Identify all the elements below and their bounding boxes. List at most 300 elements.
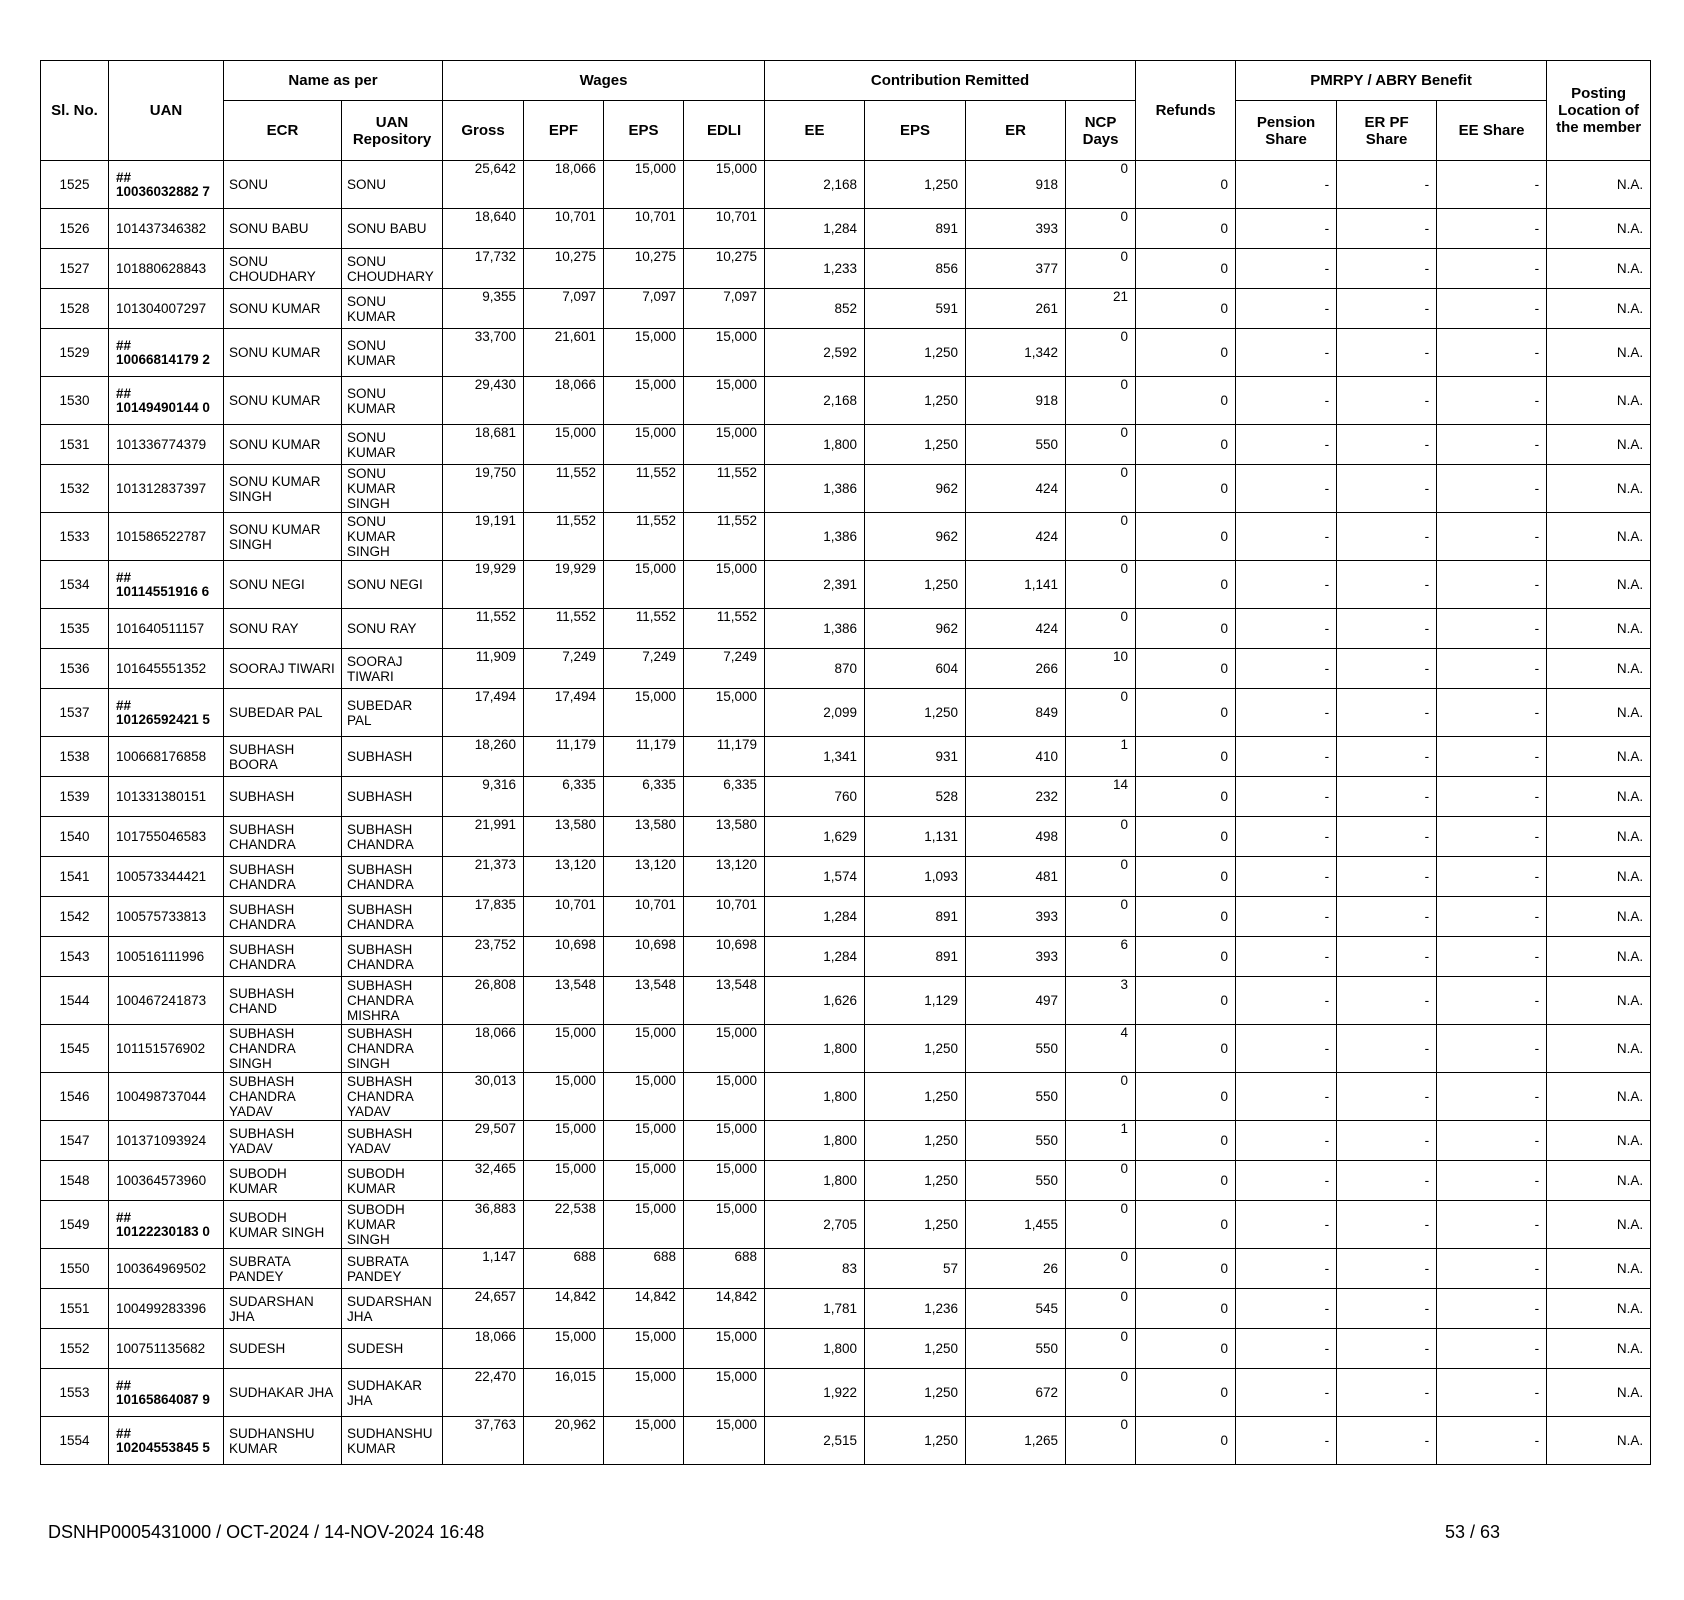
cell-epf: 21,601 [524, 329, 604, 377]
cell-contribution-eps: 1,250 [865, 1417, 966, 1465]
cell-edli: 11,179 [684, 737, 765, 777]
cell-edli: 13,580 [684, 817, 765, 857]
cell-eps: 15,000 [604, 1121, 684, 1161]
cell-gross: 18,681 [443, 425, 524, 465]
cell-uan-repository-name: SUBHASH [342, 737, 443, 777]
cell-sl-no: 1544 [41, 977, 109, 1025]
header-contribution-eps: EPS [865, 101, 966, 161]
cell-pension-share: - [1236, 465, 1337, 513]
cell-contribution-eps: 1,250 [865, 1025, 966, 1073]
cell-sl-no: 1550 [41, 1249, 109, 1289]
cell-ncp-days: 0 [1066, 1369, 1136, 1417]
cell-uan: 101304007297 [109, 289, 224, 329]
cell-gross: 32,465 [443, 1161, 524, 1201]
cell-pension-share: - [1236, 161, 1337, 209]
cell-gross: 29,507 [443, 1121, 524, 1161]
cell-refunds: 0 [1136, 1249, 1236, 1289]
cell-er: 1,455 [966, 1201, 1066, 1249]
cell-er: 550 [966, 425, 1066, 465]
cell-sl-no: 1545 [41, 1025, 109, 1073]
cell-uan: 101336774379 [109, 425, 224, 465]
cell-contribution-eps: 604 [865, 649, 966, 689]
cell-uan-repository-name: SUBHASH CHANDRA [342, 857, 443, 897]
cell-eps: 15,000 [604, 377, 684, 425]
cell-posting-location: N.A. [1547, 857, 1651, 897]
cell-er-pf-share: - [1337, 977, 1437, 1025]
cell-pension-share: - [1236, 857, 1337, 897]
cell-gross: 19,750 [443, 465, 524, 513]
cell-refunds: 0 [1136, 1289, 1236, 1329]
cell-pension-share: - [1236, 1161, 1337, 1201]
cell-ecr-name: SUBHASH CHANDRA YADAV [224, 1073, 342, 1121]
cell-uan: ## 10204553845 5 [109, 1417, 224, 1465]
cell-edli: 15,000 [684, 1201, 765, 1249]
cell-gross: 33,700 [443, 329, 524, 377]
table-row [41, 425, 1651, 465]
cell-contribution-eps: 1,250 [865, 1369, 966, 1417]
cell-sl-no: 1525 [41, 161, 109, 209]
cell-er-pf-share: - [1337, 329, 1437, 377]
cell-refunds: 0 [1136, 465, 1236, 513]
cell-er: 498 [966, 817, 1066, 857]
cell-epf: 15,000 [524, 1121, 604, 1161]
cell-posting-location: N.A. [1547, 977, 1651, 1025]
cell-uan: ## 10122230183 0 [109, 1201, 224, 1249]
cell-contribution-eps: 891 [865, 209, 966, 249]
cell-ee: 1,284 [765, 897, 865, 937]
cell-gross: 23,752 [443, 937, 524, 977]
cell-er: 393 [966, 897, 1066, 937]
cell-ee: 852 [765, 289, 865, 329]
cell-contribution-eps: 962 [865, 465, 966, 513]
cell-eps: 15,000 [604, 689, 684, 737]
table-row [41, 609, 1651, 649]
cell-gross: 21,991 [443, 817, 524, 857]
cell-ncp-days: 0 [1066, 465, 1136, 513]
cell-refunds: 0 [1136, 513, 1236, 561]
header-name-as-per: Name as per [224, 61, 443, 101]
cell-ncp-days: 0 [1066, 1417, 1136, 1465]
cell-ncp-days: 0 [1066, 609, 1136, 649]
cell-ecr-name: SUBRATA PANDEY [224, 1249, 342, 1289]
cell-pension-share: - [1236, 609, 1337, 649]
cell-refunds: 0 [1136, 609, 1236, 649]
cell-gross: 19,929 [443, 561, 524, 609]
cell-er: 672 [966, 1369, 1066, 1417]
cell-er-pf-share: - [1337, 289, 1437, 329]
cell-eps: 15,000 [604, 329, 684, 377]
cell-edli: 15,000 [684, 1025, 765, 1073]
cell-pension-share: - [1236, 1121, 1337, 1161]
cell-ecr-name: SUBHASH CHANDRA SINGH [224, 1025, 342, 1073]
cell-gross: 9,355 [443, 289, 524, 329]
cell-ee: 1,386 [765, 465, 865, 513]
cell-posting-location: N.A. [1547, 425, 1651, 465]
cell-epf: 15,000 [524, 1161, 604, 1201]
cell-refunds: 0 [1136, 1121, 1236, 1161]
cell-posting-location: N.A. [1547, 1161, 1651, 1201]
cell-ecr-name: SONU KUMAR SINGH [224, 513, 342, 561]
cell-refunds: 0 [1136, 649, 1236, 689]
cell-eps: 15,000 [604, 1201, 684, 1249]
cell-posting-location: N.A. [1547, 1073, 1651, 1121]
cell-gross: 30,013 [443, 1073, 524, 1121]
cell-er-pf-share: - [1337, 1073, 1437, 1121]
table-header [41, 61, 1651, 161]
header-er-pf-share: ER PF Share [1337, 101, 1437, 161]
cell-gross: 11,909 [443, 649, 524, 689]
cell-ncp-days: 0 [1066, 817, 1136, 857]
footer-page-number: 53 / 63 [1445, 1522, 1501, 1542]
cell-edli: 15,000 [684, 1073, 765, 1121]
cell-ee-share: - [1437, 977, 1547, 1025]
cell-ee: 1,284 [765, 209, 865, 249]
cell-pension-share: - [1236, 817, 1337, 857]
cell-edli: 15,000 [684, 425, 765, 465]
cell-pension-share: - [1236, 1073, 1337, 1121]
cell-pension-share: - [1236, 249, 1337, 289]
cell-er: 1,342 [966, 329, 1066, 377]
cell-posting-location: N.A. [1547, 777, 1651, 817]
table-row [41, 1369, 1651, 1417]
cell-ee: 1,800 [765, 1161, 865, 1201]
cell-contribution-eps: 1,250 [865, 1073, 966, 1121]
cell-uan-repository-name: SONU RAY [342, 609, 443, 649]
cell-eps: 15,000 [604, 1025, 684, 1073]
cell-posting-location: N.A. [1547, 649, 1651, 689]
cell-edli: 15,000 [684, 1121, 765, 1161]
cell-ee: 2,515 [765, 1417, 865, 1465]
cell-eps: 13,120 [604, 857, 684, 897]
table-row [41, 937, 1651, 977]
cell-ecr-name: SONU NEGI [224, 561, 342, 609]
cell-contribution-eps: 528 [865, 777, 966, 817]
cell-gross: 25,642 [443, 161, 524, 209]
cell-ncp-days: 21 [1066, 289, 1136, 329]
cell-posting-location: N.A. [1547, 897, 1651, 937]
cell-ee-share: - [1437, 209, 1547, 249]
cell-epf: 22,538 [524, 1201, 604, 1249]
cell-uan-repository-name: SONU KUMAR [342, 377, 443, 425]
cell-uan-repository-name: SONU KUMAR SINGH [342, 465, 443, 513]
cell-uan: 100751135682 [109, 1329, 224, 1369]
cell-pension-share: - [1236, 1025, 1337, 1073]
cell-eps: 11,552 [604, 609, 684, 649]
cell-contribution-eps: 1,250 [865, 1161, 966, 1201]
cell-ecr-name: SOORAJ TIWARI [224, 649, 342, 689]
cell-contribution-eps: 1,250 [865, 561, 966, 609]
cell-eps: 15,000 [604, 161, 684, 209]
cell-er-pf-share: - [1337, 857, 1437, 897]
cell-ee-share: - [1437, 561, 1547, 609]
table-row [41, 1201, 1651, 1249]
cell-ecr-name: SONU KUMAR [224, 425, 342, 465]
cell-ecr-name: SUDESH [224, 1329, 342, 1369]
cell-er-pf-share: - [1337, 1201, 1437, 1249]
cell-edli: 13,120 [684, 857, 765, 897]
cell-sl-no: 1536 [41, 649, 109, 689]
cell-ee-share: - [1437, 817, 1547, 857]
cell-sl-no: 1526 [41, 209, 109, 249]
cell-uan-repository-name: SUBHASH CHANDRA [342, 817, 443, 857]
table-row [41, 161, 1651, 209]
cell-ee-share: - [1437, 1201, 1547, 1249]
table-row [41, 513, 1651, 561]
cell-edli: 688 [684, 1249, 765, 1289]
cell-ee-share: - [1437, 1121, 1547, 1161]
cell-ncp-days: 0 [1066, 161, 1136, 209]
cell-uan-repository-name: SUBHASH [342, 777, 443, 817]
cell-pension-share: - [1236, 209, 1337, 249]
cell-er: 232 [966, 777, 1066, 817]
cell-edli: 10,701 [684, 897, 765, 937]
header-er: ER [966, 101, 1066, 161]
cell-pension-share: - [1236, 777, 1337, 817]
cell-uan-repository-name: SUBEDAR PAL [342, 689, 443, 737]
cell-uan-repository-name: SONU KUMAR [342, 289, 443, 329]
header-wages: Wages [443, 61, 765, 101]
cell-sl-no: 1527 [41, 249, 109, 289]
cell-edli: 15,000 [684, 1329, 765, 1369]
cell-ecr-name: SONU KUMAR [224, 289, 342, 329]
cell-pension-share: - [1236, 737, 1337, 777]
cell-er-pf-share: - [1337, 817, 1437, 857]
cell-er-pf-share: - [1337, 1289, 1437, 1329]
cell-ee: 1,922 [765, 1369, 865, 1417]
cell-er-pf-share: - [1337, 777, 1437, 817]
cell-sl-no: 1548 [41, 1161, 109, 1201]
cell-posting-location: N.A. [1547, 1369, 1651, 1417]
cell-pension-share: - [1236, 377, 1337, 425]
cell-ncp-days: 0 [1066, 1249, 1136, 1289]
cell-edli: 10,701 [684, 209, 765, 249]
cell-ee-share: - [1437, 737, 1547, 777]
cell-er-pf-share: - [1337, 209, 1437, 249]
cell-edli: 15,000 [684, 1417, 765, 1465]
cell-epf: 13,580 [524, 817, 604, 857]
cell-ee-share: - [1437, 289, 1547, 329]
cell-ncp-days: 0 [1066, 425, 1136, 465]
cell-epf: 19,929 [524, 561, 604, 609]
cell-eps: 10,698 [604, 937, 684, 977]
header-posting-location: Posting Location of the member [1547, 61, 1651, 161]
cell-refunds: 0 [1136, 937, 1236, 977]
cell-uan-repository-name: SUBHASH CHANDRA [342, 937, 443, 977]
cell-posting-location: N.A. [1547, 161, 1651, 209]
cell-ee: 1,800 [765, 1329, 865, 1369]
cell-uan: ## 10114551916 6 [109, 561, 224, 609]
cell-posting-location: N.A. [1547, 1201, 1651, 1249]
cell-eps: 13,548 [604, 977, 684, 1025]
cell-ee: 2,099 [765, 689, 865, 737]
cell-uan: 101640511157 [109, 609, 224, 649]
cell-sl-no: 1532 [41, 465, 109, 513]
cell-ee-share: - [1437, 1289, 1547, 1329]
cell-er: 410 [966, 737, 1066, 777]
cell-ee: 2,592 [765, 329, 865, 377]
cell-ecr-name: SUBHASH BOORA [224, 737, 342, 777]
cell-pension-share: - [1236, 561, 1337, 609]
cell-uan-repository-name: SONU KUMAR [342, 425, 443, 465]
cell-ecr-name: SONU [224, 161, 342, 209]
cell-eps: 13,580 [604, 817, 684, 857]
cell-er-pf-share: - [1337, 249, 1437, 289]
cell-epf: 17,494 [524, 689, 604, 737]
cell-posting-location: N.A. [1547, 465, 1651, 513]
cell-er-pf-share: - [1337, 1025, 1437, 1073]
cell-ee-share: - [1437, 249, 1547, 289]
cell-ncp-days: 3 [1066, 977, 1136, 1025]
table-row [41, 897, 1651, 937]
cell-ncp-days: 0 [1066, 329, 1136, 377]
cell-er-pf-share: - [1337, 425, 1437, 465]
cell-refunds: 0 [1136, 897, 1236, 937]
cell-ee: 1,629 [765, 817, 865, 857]
cell-ncp-days: 0 [1066, 561, 1136, 609]
cell-uan-repository-name: SONU BABU [342, 209, 443, 249]
cell-er-pf-share: - [1337, 897, 1437, 937]
cell-uan: 100499283396 [109, 1289, 224, 1329]
ecr-contribution-table [40, 60, 1651, 1465]
cell-ecr-name: SONU CHOUDHARY [224, 249, 342, 289]
cell-sl-no: 1533 [41, 513, 109, 561]
cell-er-pf-share: - [1337, 649, 1437, 689]
cell-uan: 101371093924 [109, 1121, 224, 1161]
cell-ee-share: - [1437, 1329, 1547, 1369]
cell-gross: 17,494 [443, 689, 524, 737]
cell-posting-location: N.A. [1547, 209, 1651, 249]
header-pension-share: Pension Share [1236, 101, 1337, 161]
cell-gross: 19,191 [443, 513, 524, 561]
cell-refunds: 0 [1136, 777, 1236, 817]
cell-uan-repository-name: SUDHAKAR JHA [342, 1369, 443, 1417]
cell-refunds: 0 [1136, 377, 1236, 425]
cell-edli: 7,097 [684, 289, 765, 329]
cell-edli: 15,000 [684, 329, 765, 377]
cell-eps: 11,179 [604, 737, 684, 777]
cell-uan: 100516111996 [109, 937, 224, 977]
cell-uan-repository-name: SOORAJ TIWARI [342, 649, 443, 689]
cell-ee-share: - [1437, 1025, 1547, 1073]
cell-ecr-name: SUBODH KUMAR [224, 1161, 342, 1201]
cell-sl-no: 1543 [41, 937, 109, 977]
cell-sl-no: 1537 [41, 689, 109, 737]
cell-epf: 688 [524, 1249, 604, 1289]
cell-eps: 688 [604, 1249, 684, 1289]
cell-uan: 100467241873 [109, 977, 224, 1025]
cell-epf: 15,000 [524, 1025, 604, 1073]
cell-ee: 1,626 [765, 977, 865, 1025]
cell-eps: 10,701 [604, 897, 684, 937]
cell-uan: ## 10036032882 7 [109, 161, 224, 209]
cell-ncp-days: 0 [1066, 857, 1136, 897]
cell-ncp-days: 1 [1066, 1121, 1136, 1161]
cell-ee-share: - [1437, 609, 1547, 649]
cell-eps: 7,249 [604, 649, 684, 689]
cell-refunds: 0 [1136, 977, 1236, 1025]
cell-ecr-name: SUBEDAR PAL [224, 689, 342, 737]
cell-contribution-eps: 1,250 [865, 1329, 966, 1369]
cell-er-pf-share: - [1337, 937, 1437, 977]
cell-ee-share: - [1437, 1369, 1547, 1417]
table-row [41, 649, 1651, 689]
cell-ee-share: - [1437, 649, 1547, 689]
cell-refunds: 0 [1136, 329, 1236, 377]
cell-ee-share: - [1437, 377, 1547, 425]
cell-sl-no: 1538 [41, 737, 109, 777]
table-row [41, 377, 1651, 425]
table-row [41, 249, 1651, 289]
cell-posting-location: N.A. [1547, 513, 1651, 561]
cell-eps: 15,000 [604, 1073, 684, 1121]
cell-refunds: 0 [1136, 1417, 1236, 1465]
table-row [41, 977, 1651, 1025]
cell-er: 261 [966, 289, 1066, 329]
cell-edli: 11,552 [684, 609, 765, 649]
cell-epf: 15,000 [524, 425, 604, 465]
cell-edli: 11,552 [684, 513, 765, 561]
table-row [41, 465, 1651, 513]
cell-contribution-eps: 1,250 [865, 689, 966, 737]
cell-sl-no: 1531 [41, 425, 109, 465]
cell-uan: ## 10165864087 9 [109, 1369, 224, 1417]
cell-epf: 11,552 [524, 465, 604, 513]
cell-refunds: 0 [1136, 857, 1236, 897]
cell-posting-location: N.A. [1547, 1417, 1651, 1465]
cell-contribution-eps: 1,250 [865, 161, 966, 209]
table-row [41, 561, 1651, 609]
cell-epf: 15,000 [524, 1329, 604, 1369]
cell-sl-no: 1539 [41, 777, 109, 817]
cell-pension-share: - [1236, 329, 1337, 377]
cell-contribution-eps: 57 [865, 1249, 966, 1289]
table-row [41, 737, 1651, 777]
cell-er-pf-share: - [1337, 609, 1437, 649]
header-ee: EE [765, 101, 865, 161]
cell-gross: 18,066 [443, 1329, 524, 1369]
cell-er: 550 [966, 1161, 1066, 1201]
cell-epf: 13,548 [524, 977, 604, 1025]
header-contribution-remitted: Contribution Remitted [765, 61, 1136, 101]
cell-refunds: 0 [1136, 209, 1236, 249]
cell-er: 393 [966, 209, 1066, 249]
cell-contribution-eps: 1,236 [865, 1289, 966, 1329]
cell-posting-location: N.A. [1547, 1329, 1651, 1369]
cell-ee-share: - [1437, 937, 1547, 977]
cell-uan-repository-name: SONU KUMAR [342, 329, 443, 377]
cell-ee-share: - [1437, 1161, 1547, 1201]
cell-contribution-eps: 891 [865, 937, 966, 977]
table-row [41, 857, 1651, 897]
cell-uan-repository-name: SUBRATA PANDEY [342, 1249, 443, 1289]
cell-er-pf-share: - [1337, 1161, 1437, 1201]
cell-uan-repository-name: SUBODH KUMAR SINGH [342, 1201, 443, 1249]
cell-eps: 7,097 [604, 289, 684, 329]
cell-gross: 11,552 [443, 609, 524, 649]
cell-ncp-days: 14 [1066, 777, 1136, 817]
cell-refunds: 0 [1136, 289, 1236, 329]
header-edli: EDLI [684, 101, 765, 161]
cell-epf: 18,066 [524, 161, 604, 209]
cell-epf: 15,000 [524, 1073, 604, 1121]
cell-er: 266 [966, 649, 1066, 689]
cell-uan-repository-name: SUBHASH CHANDRA SINGH [342, 1025, 443, 1073]
cell-ee-share: - [1437, 689, 1547, 737]
cell-sl-no: 1546 [41, 1073, 109, 1121]
cell-ee-share: - [1437, 513, 1547, 561]
table-row [41, 1289, 1651, 1329]
cell-er: 1,141 [966, 561, 1066, 609]
